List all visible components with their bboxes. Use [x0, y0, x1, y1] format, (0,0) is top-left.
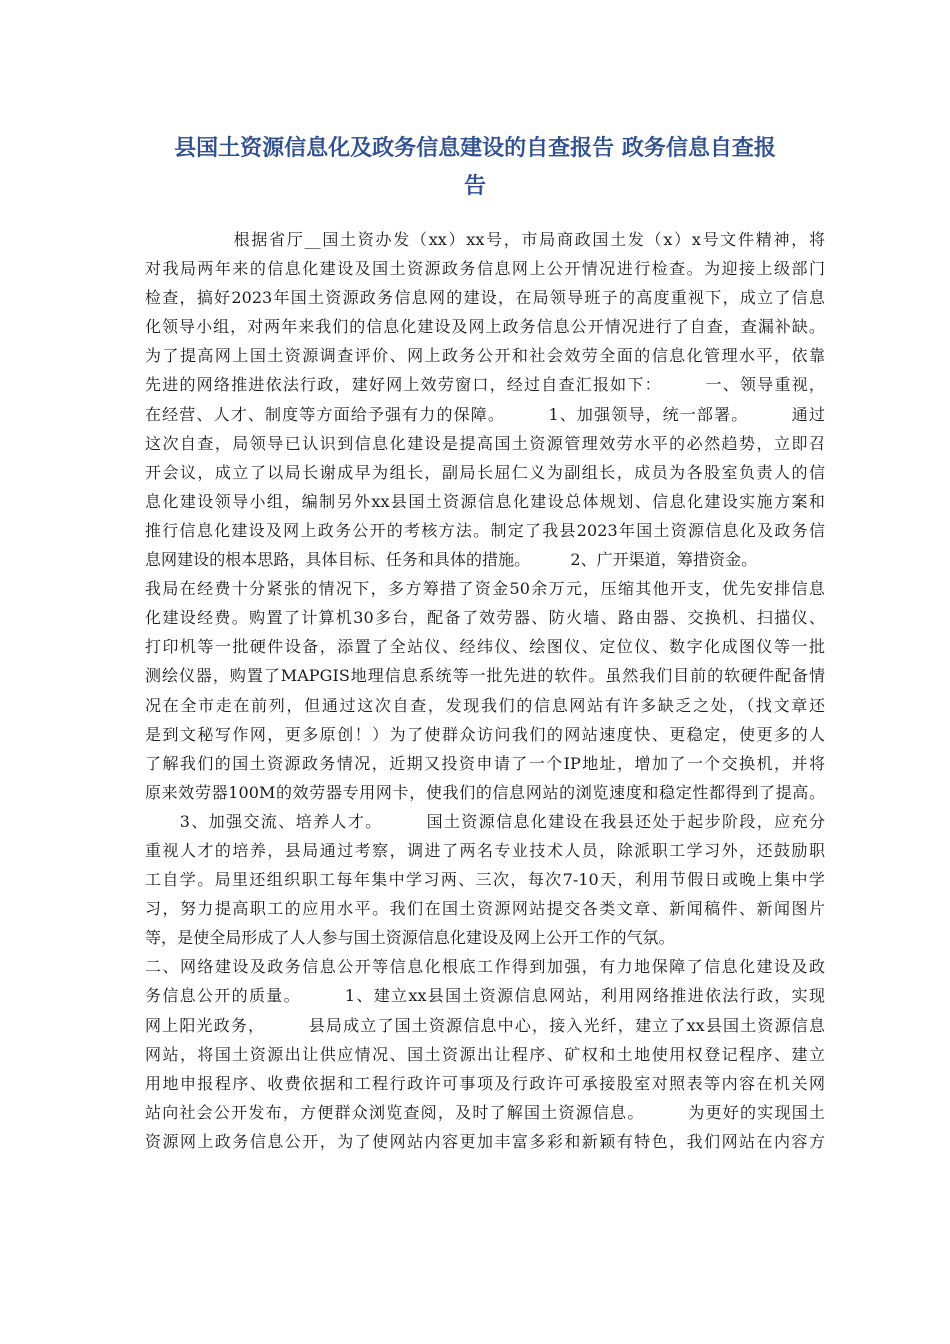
body-line: 习，努力提高职工的应用水平。我们在国土资源网站提交各类文章、新闻稿件、新闻图片 — [145, 899, 825, 919]
body-line: 重视人才的培养，县局通过考察，调进了两名专业技术人员，除派职工学习外，还鼓励职 — [145, 840, 825, 860]
body-line: 网上阳光政务， 县局成立了国土资源信息中心，接入光纤，建立了xx县国土资源信息 — [145, 1015, 825, 1035]
body-line: 开会议，成立了以局长谢成早为组长，副局长屈仁义为副组长，成员为各股室负责人的信 — [145, 462, 825, 482]
document-body — [145, 225, 825, 1156]
body-line: 先进的网络推进依法行政，建好网上效劳窗口，经过自查汇报如下： 一、领导重视， — [145, 375, 825, 395]
title-line-1: 县国土资源信息化及政务信息建设的自查报告 政务信息自查报 — [174, 136, 776, 161]
body-line: 化建设经费。购置了计算机30多台，配备了效劳器、防火墙、路由器、交换机、扫描仪、 — [145, 608, 825, 628]
body-line: 在经营、人才、制度等方面给予强有力的保障。 1、加强领导，统一部署。 通过 — [145, 404, 825, 424]
body-line: 我局在经费十分紧张的情况下，多方筹措了资金50余万元，压缩其他开支，优先安排信息 — [145, 579, 825, 599]
document-title — [140, 130, 810, 206]
body-line: 化领导小组，对两年来我们的信息化建设及网上政务信息公开情况进行了自查，查漏补缺。 — [145, 317, 825, 337]
body-line: 工自学。局里还组织职工每年集中学习两、三次，每次7-10天，利用节假日或晚上集中学 — [145, 870, 825, 890]
body-line: 用地申报程序、收费依据和工程行政许可事项及行政许可承接股室对照表等内容在机关网 — [145, 1073, 825, 1093]
body-line: 务信息公开的质量。 1、建立xx县国土资源信息网站，利用网络推进依法行政，实现 — [145, 986, 825, 1006]
body-line: 为了提高网上国土资源调查评价、网上政务公开和社会效劳全面的信息化管理水平，依靠 — [145, 346, 825, 366]
body-line: 测绘仪器，购置了MAPGIS地理信息系统等一批先进的软件。虽然我们目前的软硬件配备情 — [145, 666, 825, 686]
body-line: 是到文秘写作网，更多原创！）为了使群众访问我们的网站速度快、更稳定，使更多的人 — [145, 724, 825, 744]
title-line-2: 告 — [463, 174, 486, 199]
body-line: 对我局两年来的信息化建设及国土资源政务信息网上公开情况进行检查。为迎接上级部门 — [145, 259, 825, 279]
body-line: 打印机等一批硬件设备，添置了全站仪、经纬仪、绘图仪、定位仪、数字化成图仪等一批 — [145, 637, 825, 657]
body-line: 了解我们的国土资源政务情况，近期又投资申请了一个IP地址，增加了一个交换机，并将 — [145, 753, 825, 773]
body-line: 二、网络建设及政务信息公开等信息化根底工作得到加强，有力地保障了信息化建设及政 — [145, 957, 825, 977]
body-line: 站向社会公开发布，方便群众浏览查阅，及时了解国土资源信息。 为更好的实现国土 — [145, 1102, 825, 1122]
body-line: 推行信息化建设及网上政务公开的考核方法。制定了我县2023年国土资源信息化及政务信 — [145, 520, 825, 540]
body-line: 息化建设领导小组，编制另外xx县国土资源信息化建设总体规划、信息化建设实施方案和 — [145, 491, 825, 511]
body-line: 况在全市走在前列，但通过这次自查，发现我们的信息网站有许多缺乏之处，（找文章还 — [145, 695, 825, 715]
body-line: 原来效劳器100M的效劳器专用网卡，使我们的信息网站的浏览速度和稳定性都得到了提高。 — [145, 782, 825, 802]
body-line: 等，是使全局形成了人人参与国土资源信息化建设及网上公开工作的气氛。 — [145, 928, 675, 948]
body-line: 资源网上政务信息公开，为了使网站内容更加丰富多彩和新颖有特色，我们网站在内容方 — [145, 1131, 825, 1151]
body-line: 3、加强交流、培养人才。 国土资源信息化建设在我县还处于起步阶段，应充分 — [145, 811, 825, 831]
body-line: 网站，将国土资源出让供应情况、国土资源出让程序、矿权和土地使用权登记程序、建立 — [145, 1044, 825, 1064]
body-line: 根据省厅__国土资办发（xx）xx号，市局商政国土发（x）x号文件精神，将 — [145, 230, 825, 249]
body-line: 检查，搞好2023年国土资源政务信息网的建设，在局领导班子的高度重视下，成立了信息 — [145, 288, 825, 308]
body-line: 这次自查，局领导已认识到信息化建设是提高国土资源管理效劳水平的必然趋势，立即召 — [145, 433, 825, 453]
body-line: 息网建设的根本思路，具体目标、任务和具体的措施。 2、广开渠道，筹措资金。 — [145, 550, 758, 570]
